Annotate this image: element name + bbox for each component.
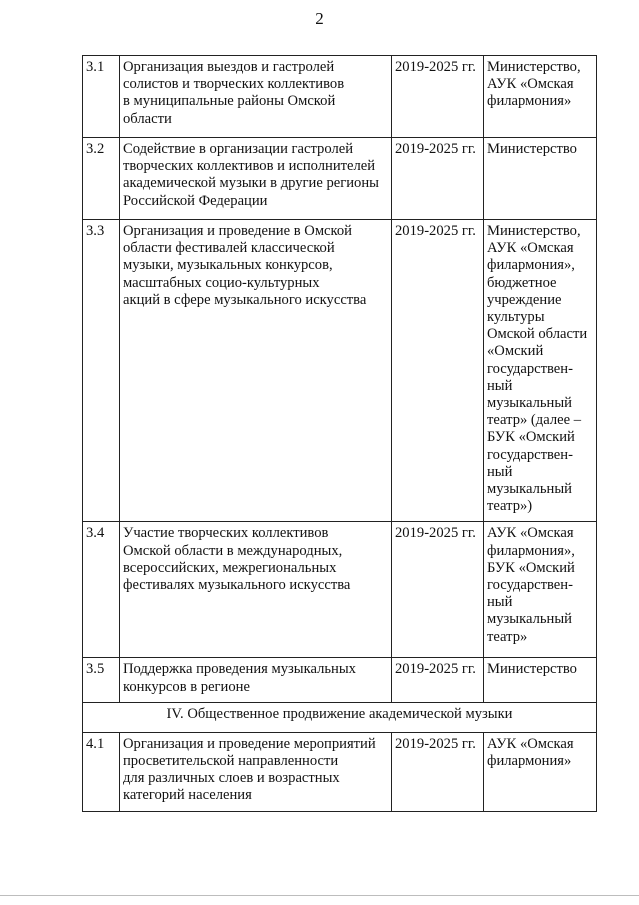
item-executor: АУК «Омская филармония», БУК «Омский государствен- ный музыкальный театр» <box>484 522 597 658</box>
table-row <box>83 56 597 138</box>
item-description: Поддержка проведения музыкальных конкурсов в регионе <box>120 658 392 702</box>
item-period: 2019-2025 гг. <box>392 56 484 138</box>
item-description: Организация и проведение в Омской области фестивалей классической музыки, музыкальных конкурсов, масштабных социо-культурных акций в сфере музыкального искусства <box>120 220 392 522</box>
table-row <box>83 658 597 702</box>
item-description: Участие творческих коллективов Омской области в международных, всероссийских, межрегиональных фестивалях музыкального искусства <box>120 522 392 658</box>
item-period: 2019-2025 гг. <box>392 732 484 811</box>
item-description: Организация выездов и гастролей солистов и творческих коллективов в муниципальные районы Омской области <box>120 56 392 138</box>
table-row <box>83 522 597 658</box>
item-description: Содействие в организации гастролей творческих коллективов и исполнителей академической музыки в другие регионы Российской Федерации <box>120 138 392 220</box>
item-executor: Министерство <box>484 658 597 702</box>
table-row <box>83 220 597 522</box>
item-number: 3.5 <box>83 658 120 702</box>
item-period: 2019-2025 гг. <box>392 138 484 220</box>
page-number: 2 <box>315 9 324 28</box>
item-executor: АУК «Омская филармония» <box>484 732 597 811</box>
item-number: 3.3 <box>83 220 120 522</box>
item-period: 2019-2025 гг. <box>392 220 484 522</box>
section-heading: IV. Общественное продвижение академической музыки <box>83 702 597 732</box>
item-period: 2019-2025 гг. <box>392 658 484 702</box>
scan-bottom-line <box>0 895 639 896</box>
item-executor: Министерство <box>484 138 597 220</box>
action-plan-table <box>82 55 597 812</box>
table-row <box>83 138 597 220</box>
item-number: 3.4 <box>83 522 120 658</box>
section-heading-row <box>83 702 597 732</box>
item-number: 4.1 <box>83 732 120 811</box>
item-description: Организация и проведение мероприятий просветительской направленности для различных слоев и возрастных категорий населения <box>120 732 392 811</box>
item-period: 2019-2025 гг. <box>392 522 484 658</box>
item-number: 3.1 <box>83 56 120 138</box>
item-executor: Министерство, АУК «Омская филармония» <box>484 56 597 138</box>
table-row <box>83 732 597 811</box>
item-executor: Министерство, АУК «Омская филармония», бюджетное учреждение культуры Омской области «Омский государствен- ный музыкальный театр» (далее – БУК «Омский государствен- ный музыкальный театр») <box>484 220 597 522</box>
item-number: 3.2 <box>83 138 120 220</box>
